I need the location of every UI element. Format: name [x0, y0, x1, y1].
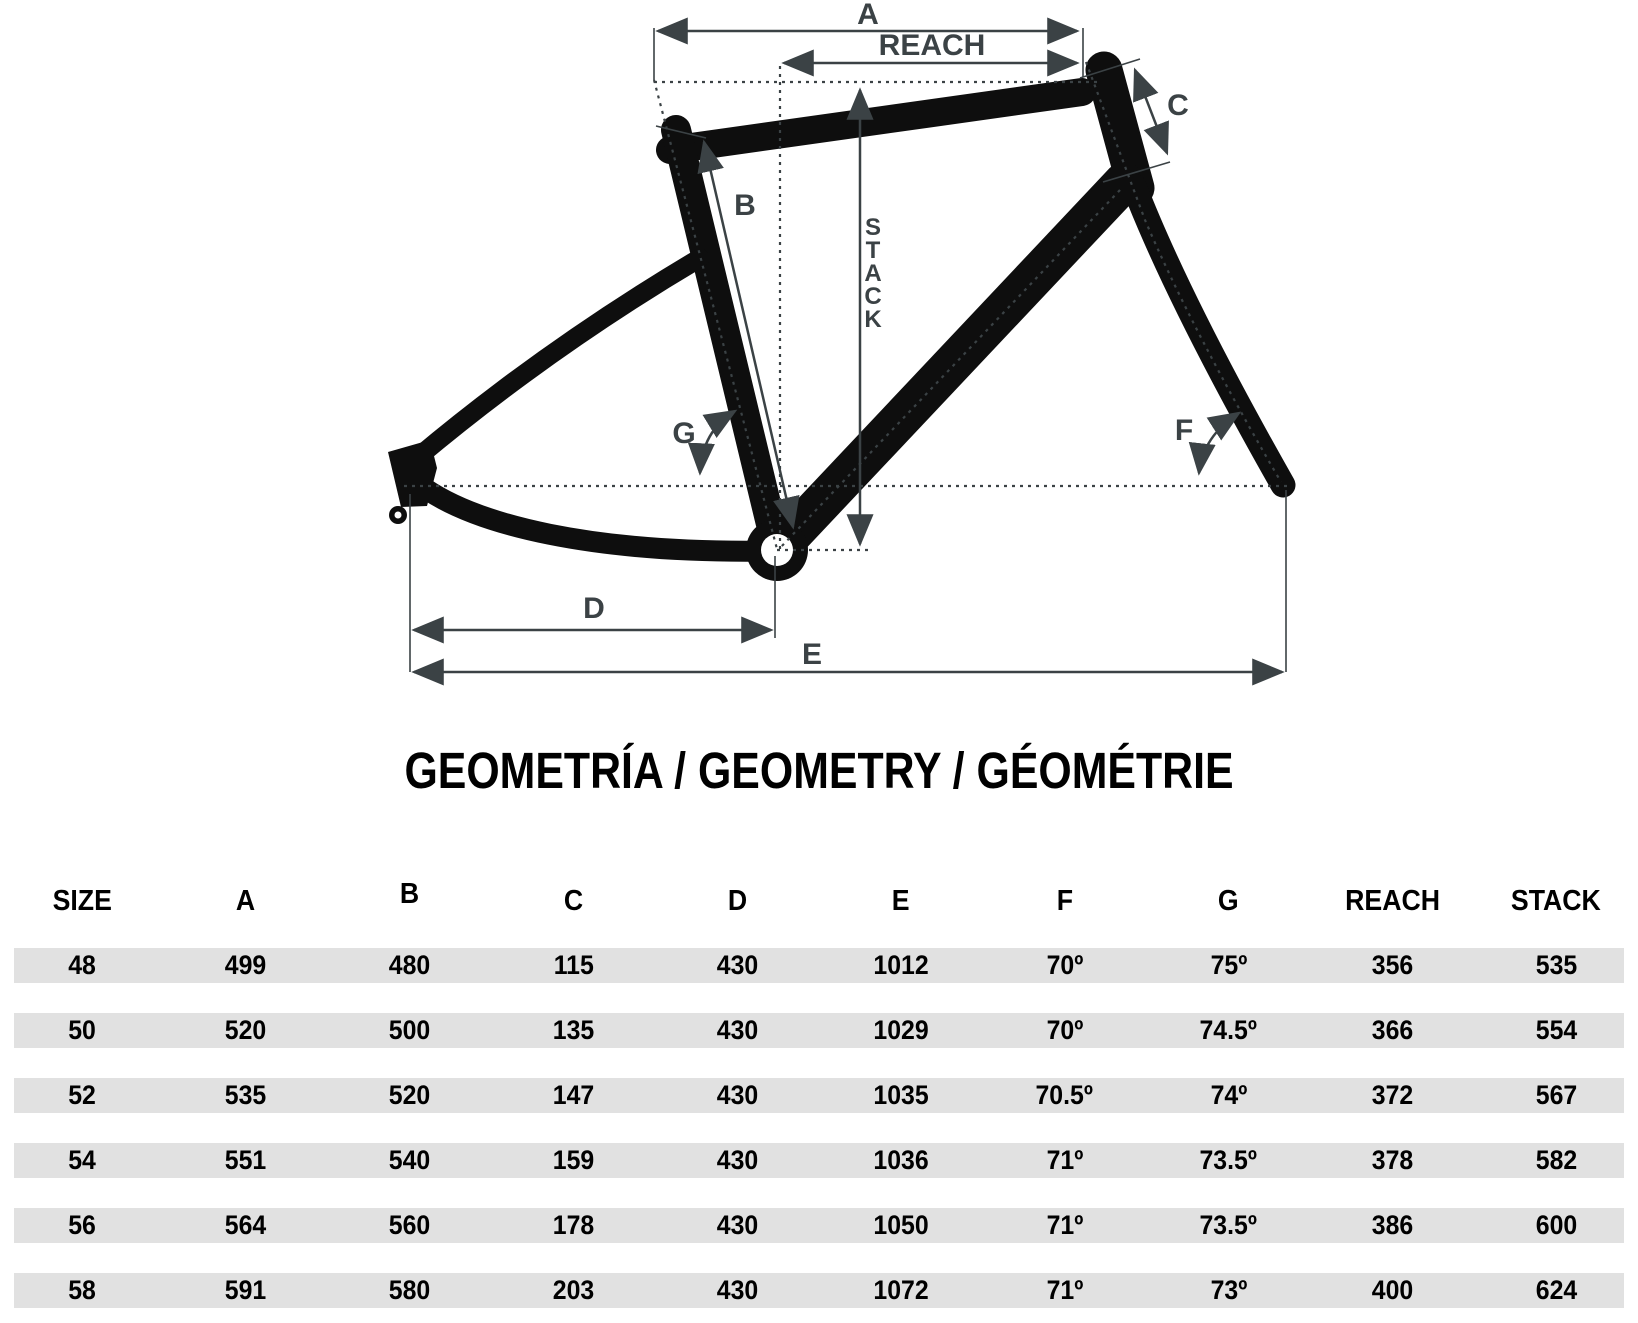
table-row-size-56 — [0, 1208, 1638, 1243]
seat-stay — [417, 258, 700, 458]
column-header-g: G — [1218, 885, 1239, 917]
table-cell: 1035 — [873, 1080, 929, 1110]
column-header-a: A — [236, 885, 256, 917]
dim-label-g: G — [672, 417, 696, 450]
table-cell: 378 — [1371, 1145, 1414, 1175]
table-cell: 1029 — [873, 1015, 929, 1045]
table-cell: 582 — [1535, 1145, 1577, 1175]
table-cell: 564 — [224, 1210, 267, 1240]
column-header-b: B — [399, 878, 420, 910]
table-cell: 520 — [224, 1015, 267, 1045]
table-row-size-52 — [0, 1078, 1638, 1113]
table-cell: 115 — [553, 950, 594, 980]
table-cell: 1036 — [873, 1145, 929, 1175]
angle-arc-g — [700, 411, 735, 473]
dim-label-c: C — [1167, 89, 1189, 122]
table-header-row — [0, 878, 1638, 919]
column-header-d: D — [727, 885, 747, 917]
column-header-c: C — [563, 885, 583, 917]
stack-label — [864, 214, 882, 333]
table-cell: 554 — [1535, 1015, 1577, 1045]
table-cell: 386 — [1371, 1210, 1414, 1240]
table-cell: 499 — [224, 950, 267, 980]
table-cell: 372 — [1371, 1080, 1414, 1110]
table-cell: 600 — [1535, 1210, 1577, 1240]
table-cell: 356 — [1371, 950, 1414, 980]
dim-label-reach: REACH — [878, 29, 986, 62]
table-cell: 535 — [1535, 950, 1577, 980]
table-cell: 500 — [388, 1015, 431, 1045]
table-cell: 430 — [716, 1210, 758, 1240]
angle-arc-f — [1199, 413, 1239, 473]
table-cell: 73º — [1210, 1275, 1247, 1305]
table-cell: 71º — [1046, 1145, 1084, 1175]
table-cell: 366 — [1371, 1015, 1414, 1045]
table-cell: 1050 — [873, 1210, 929, 1240]
table-cell: 73.5º — [1199, 1210, 1258, 1240]
derailleur-hanger-hole — [395, 512, 402, 519]
dim-label-d: D — [583, 592, 605, 625]
table-cell: 520 — [388, 1080, 431, 1110]
table-cell: 58 — [68, 1275, 96, 1305]
table-cell: 540 — [388, 1145, 431, 1175]
table-cell: 551 — [224, 1145, 267, 1175]
table-cell: 52 — [68, 1080, 96, 1110]
dim-label-f: F — [1174, 414, 1194, 447]
dim-label-a: A — [857, 0, 879, 31]
table-cell: 48 — [68, 950, 96, 980]
table-cell: 560 — [388, 1210, 431, 1240]
table-row-size-48 — [0, 948, 1638, 983]
page-title: GEOMETRÍA / GEOMETRY / GÉOMÉTRIE — [404, 742, 1234, 799]
table-cell: 178 — [552, 1210, 595, 1240]
column-header-f: F — [1056, 885, 1073, 917]
table-cell: 430 — [716, 1015, 758, 1045]
stack-letter: K — [864, 306, 882, 333]
table-cell: 591 — [224, 1275, 267, 1305]
stack-letter: A — [864, 260, 882, 287]
table-cell: 430 — [716, 1145, 758, 1175]
table-cell: 71º — [1046, 1210, 1084, 1240]
chain-stay — [414, 480, 772, 551]
stack-letter: T — [865, 237, 881, 264]
table-cell: 70.5º — [1035, 1080, 1094, 1110]
table-cell: 480 — [388, 950, 431, 980]
stack-letter: C — [864, 283, 882, 310]
table-cell: 135 — [552, 1015, 595, 1045]
table-cell: 50 — [68, 1015, 96, 1045]
table-cell: 56 — [68, 1210, 96, 1240]
table-cell: 430 — [716, 1275, 758, 1305]
column-header-stack: STACK — [1511, 885, 1602, 917]
table-cell: 1072 — [873, 1275, 929, 1305]
table-cell: 70º — [1046, 950, 1084, 980]
table-cell: 580 — [388, 1275, 431, 1305]
table-cell: 624 — [1535, 1275, 1577, 1305]
fork — [1134, 186, 1283, 485]
table-cell: 75º — [1210, 950, 1247, 980]
column-header-e: E — [891, 885, 910, 917]
table-cell: 74º — [1210, 1080, 1247, 1110]
frame-silhouette — [388, 70, 1283, 581]
table-cell: 70º — [1046, 1015, 1084, 1045]
table-cell: 71º — [1046, 1275, 1084, 1305]
table-cell: 74.5º — [1199, 1015, 1258, 1045]
column-header-size: SIZE — [52, 885, 112, 917]
table-cell: 147 — [552, 1080, 595, 1110]
table-row-size-58 — [0, 1273, 1638, 1308]
top-tube — [670, 92, 1082, 150]
table-cell: 1012 — [873, 950, 929, 980]
column-header-reach: REACH — [1344, 885, 1440, 917]
table-cell: 203 — [552, 1275, 595, 1305]
table-cell: 430 — [716, 950, 758, 980]
table-cell: 54 — [68, 1145, 96, 1175]
dim-label-e: E — [801, 638, 823, 671]
table-row-size-54 — [0, 1143, 1638, 1178]
stack-letter: S — [864, 214, 882, 241]
table-cell: 73.5º — [1199, 1145, 1258, 1175]
table-cell: 567 — [1535, 1080, 1577, 1110]
table-cell: 400 — [1371, 1275, 1414, 1305]
table-row-size-50 — [0, 1013, 1638, 1048]
dim-label-b: B — [734, 189, 756, 222]
table-cell: 535 — [224, 1080, 267, 1110]
table-cell: 159 — [552, 1145, 595, 1175]
table-cell: 430 — [716, 1080, 758, 1110]
